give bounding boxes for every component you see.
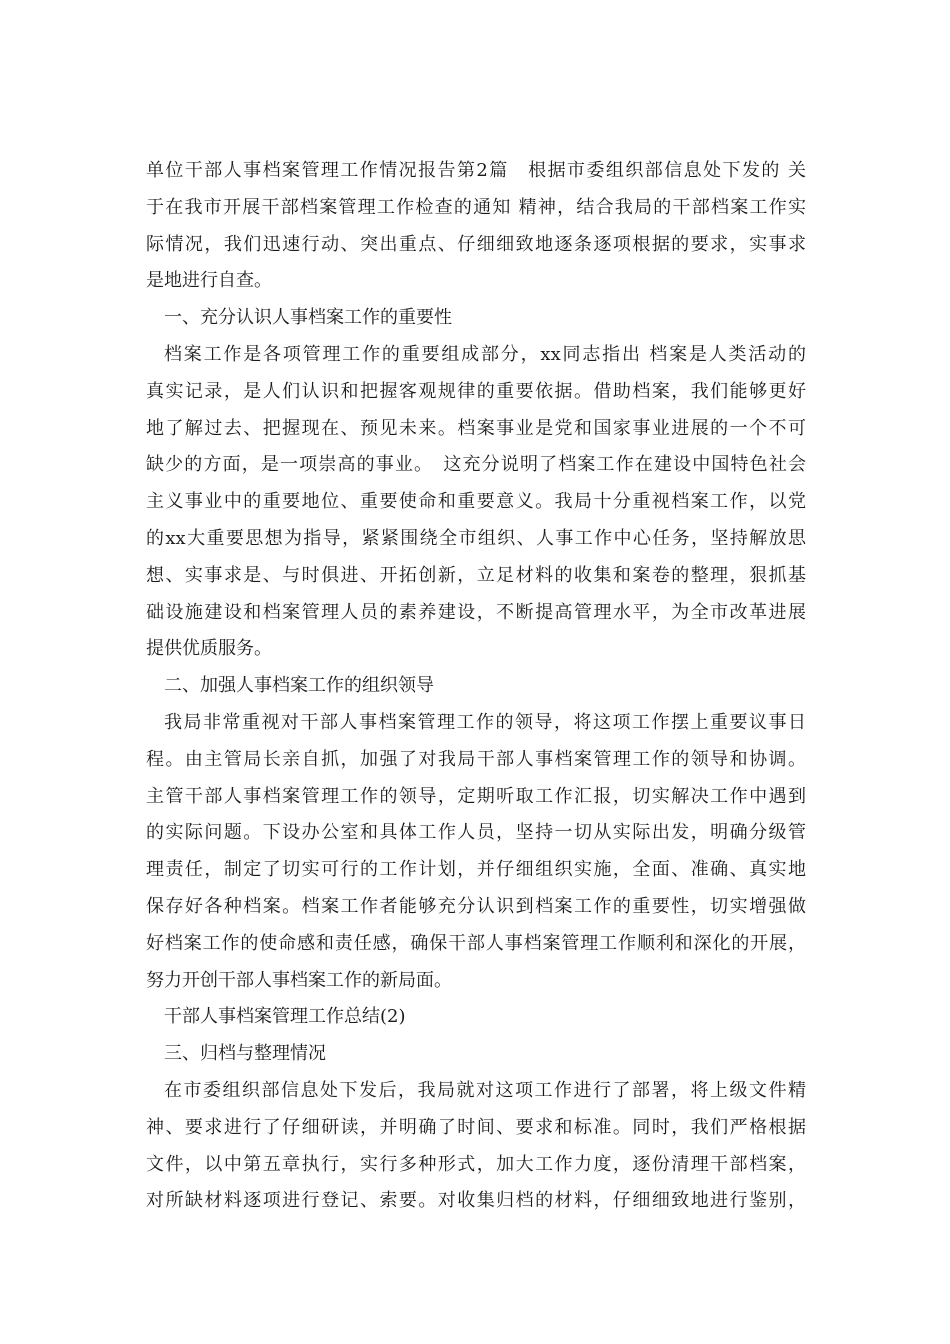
text-line: 我局非常重视对干部人事档案管理工作的领导，将这项工作摆上重要议事日 [164, 711, 806, 733]
text-line: 想、实事求是、与时俱进、开拓创新，立足材料的收集和案卷的整理，狠抓基 [146, 564, 806, 586]
text-line: 础设施建设和档案管理人员的素养建设，不断提高管理水平，为全市改革进展 [146, 601, 806, 623]
document-body [146, 153, 806, 1220]
text-line: 地了解过去、把握现在、预见未来。档案事业是党和国家事业进展的一个不可 [146, 417, 806, 439]
text-line: 单位干部人事档案管理工作情况报告第2篇 根据市委组织部信息处下发的 关 [146, 160, 806, 181]
text-line: 主管干部人事档案管理工作的领导，定期听取工作汇报，切实解决工作中遇到 [146, 785, 806, 807]
text-line: 一、充分认识人事档案工作的重要性 [164, 307, 452, 329]
text-line: 际情况，我们迅速行动、突出重点、仔细细致地逐条逐项根据的要求，实事求 [146, 233, 806, 255]
text-line: 保存好各种档案。档案工作者能够充分认识到档案工作的重要性，切实增强做 [146, 895, 806, 917]
text-line: 神、要求进行了仔细研读，并明确了时间、要求和标准。同时，我们严格根据 [146, 1116, 806, 1138]
text-line: 提供优质服务。 [146, 638, 272, 660]
text-line: 干部人事档案管理工作总结(2) [164, 1006, 406, 1028]
text-line: 三、归档与整理情况 [164, 1043, 326, 1065]
text-line: 主义事业中的重要地位、重要使命和重要意义。我局十分重视档案工作，以党 [146, 491, 806, 513]
text-line: 缺少的方面，是一项崇高的事业。 这充分说明了档案工作在建设中国特色社会 [146, 454, 806, 476]
text-line: 于在我市开展干部档案管理工作检查的通知 精神，结合我局的干部档案工作实 [146, 196, 806, 218]
text-line: 努力开创干部人事档案工作的新局面。 [146, 969, 452, 991]
text-line: 的实际问题。下设办公室和具体工作人员，坚持一切从实际出发，明确分级管 [146, 822, 806, 844]
text-line: 好档案工作的使命感和责任感，确保干部人事档案管理工作顺利和深化的开展， [146, 932, 806, 954]
text-line: 的xx大重要思想为指导，紧紧围绕全市组织、人事工作中心任务，坚持解放思 [146, 527, 806, 549]
text-line: 真实记录，是人们认识和把握客观规律的重要依据。借助档案，我们能够更好 [146, 380, 806, 402]
text-line: 对所缺材料逐项进行登记、索要。对收集归档的材料，仔细细致地进行鉴别， [146, 1190, 806, 1212]
text-line: 程。由主管局长亲自抓，加强了对我局干部人事档案管理工作的领导和协调。 [146, 748, 806, 770]
text-line: 档案工作是各项管理工作的重要组成部分，xx同志指出 档案是人类活动的 [164, 343, 806, 365]
text-line: 二、加强人事档案工作的组织领导 [164, 675, 434, 697]
text-line: 在市委组织部信息处下发后，我局就对这项工作进行了部署，将上级文件精 [164, 1079, 806, 1101]
text-line: 文件，以中第五章执行，实行多种形式，加大工作力度，逐份清理干部档案， [146, 1153, 806, 1175]
text-line: 理责任，制定了切实可行的工作计划，并仔细组织实施，全面、准确、真实地 [146, 859, 806, 881]
text-line: 是地进行自查。 [146, 270, 272, 292]
